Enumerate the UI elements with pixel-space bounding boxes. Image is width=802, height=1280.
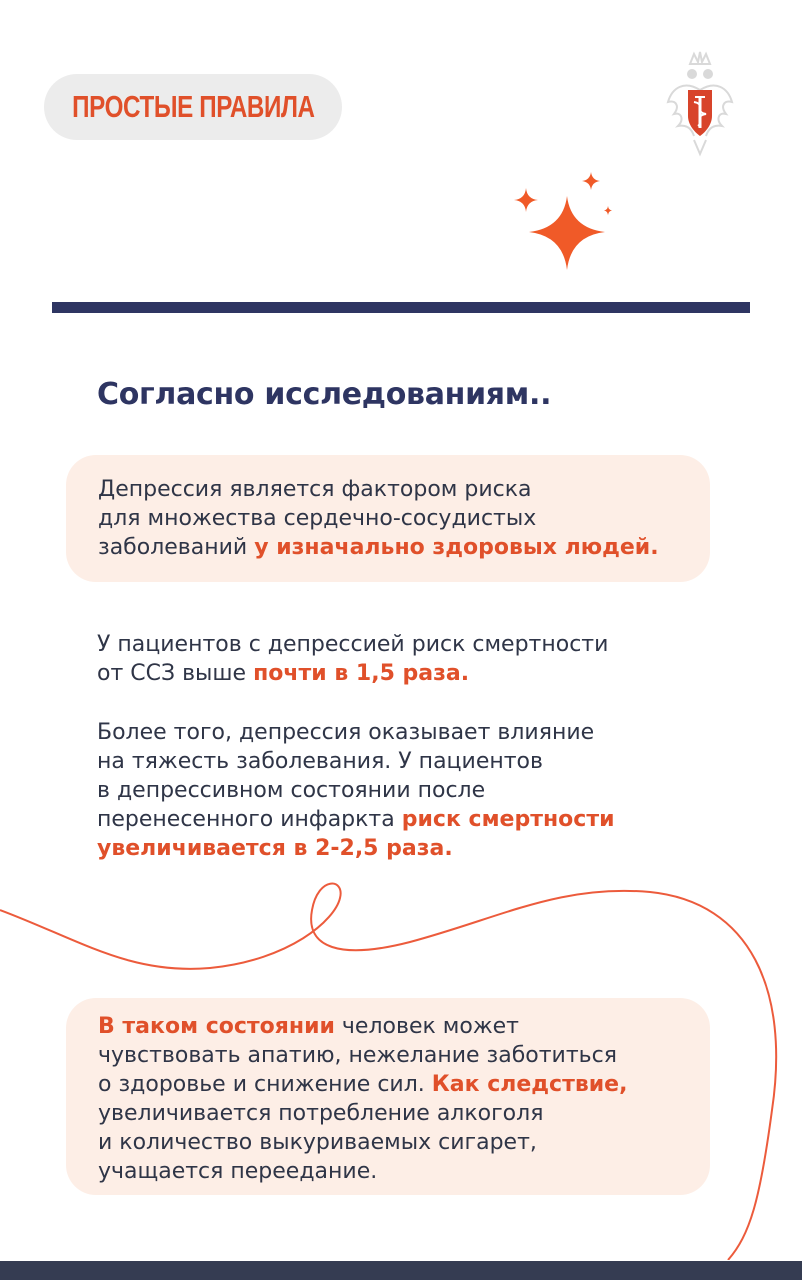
ministry-emblem-icon — [664, 50, 736, 158]
p1-highlight: почти в 1,5 раза. — [253, 661, 470, 686]
paragraph-severity — [97, 718, 615, 863]
p2-line1: Более того, депрессия оказывает влияние — [97, 720, 595, 745]
divider — [52, 302, 750, 313]
p1-line2: от ССЗ выше — [97, 661, 254, 686]
box2-highlight-2: Как следствие, — [431, 1072, 628, 1097]
box2-line6: учащается переедание. — [98, 1159, 378, 1184]
page-title: Согласно исследованиям.. — [97, 377, 552, 412]
box2-line5: и количество выкуриваемых сигарет, — [98, 1130, 537, 1155]
sparkle-stars-icon — [505, 168, 625, 278]
p2-line3: в депрессивном состоянии после — [97, 778, 486, 803]
box1-highlight: у изначально здоровых людей. — [254, 535, 659, 560]
p2-line4: перенесенного инфаркта — [97, 807, 402, 832]
series-badge-label: ПРОСТЫЕ ПРАВИЛА — [71, 89, 315, 124]
info-box-risk — [66, 455, 710, 582]
box2-line2: чувствовать апатию, нежелание заботиться — [98, 1043, 617, 1068]
box1-line3: заболеваний — [98, 535, 255, 560]
p2-highlight-1: риск смертности — [401, 807, 615, 832]
p1-line1: У пациентов с депрессией риск смертности — [97, 632, 609, 657]
paragraph-mortality — [97, 630, 608, 688]
box2-highlight-1: В таком состоянии — [98, 1014, 335, 1039]
info-box-consequences — [66, 998, 710, 1195]
box2-line4: увеличивается потребление алкоголя — [98, 1101, 544, 1126]
series-badge — [44, 74, 342, 140]
box1-line2: для множества сердечно-сосудистых — [98, 506, 537, 531]
box1-line1: Депрессия является фактором риска — [98, 477, 532, 502]
box2-line3: о здоровье и снижение сил. — [98, 1072, 432, 1097]
box2-line1: человек может — [334, 1014, 519, 1039]
p2-highlight-2: увеличивается в 2-2,5 раза. — [97, 836, 453, 861]
footer-bar — [0, 1261, 802, 1280]
p2-line2: на тяжесть заболевания. У пациентов — [97, 749, 543, 774]
